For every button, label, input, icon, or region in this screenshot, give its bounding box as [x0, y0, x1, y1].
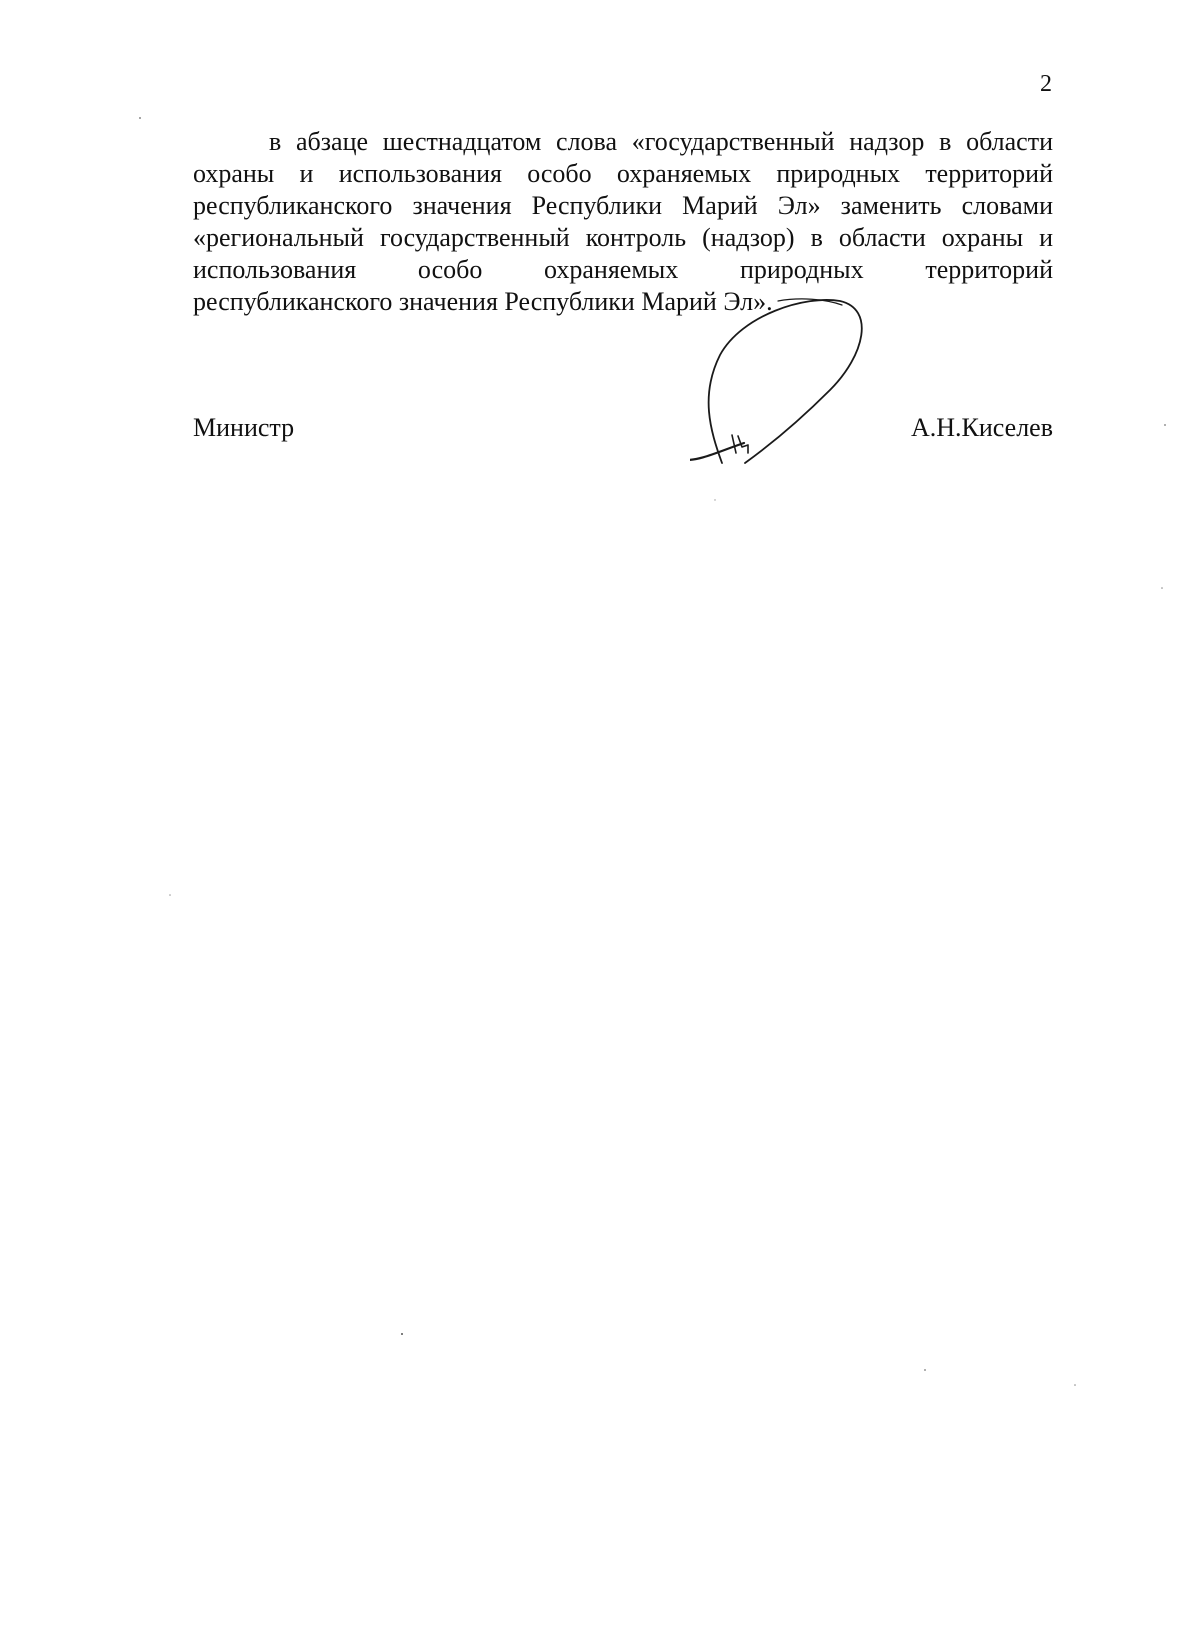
paragraph-line: республиканского значения Республики Марий Эл» заменить словами	[193, 191, 1053, 220]
paragraph-line: «региональный государственный контроль (надзор) в области охраны и	[193, 223, 1053, 252]
paragraph-line: использования особо охраняемых природных территорий	[193, 255, 1053, 284]
paragraph-line: в абзаце шестнадцатом слова «государственный надзор в области	[269, 127, 1053, 156]
handwritten-signature	[690, 295, 910, 495]
signer-position: Министр	[193, 413, 295, 442]
signature-block	[193, 412, 1053, 446]
amendment-paragraph	[193, 126, 1053, 318]
paragraph-line: республиканского значения Республики Марий Эл».	[193, 287, 773, 316]
signer-name: А.Н.Киселев	[911, 413, 1053, 442]
paragraph-line: охраны и использования особо охраняемых природных территорий	[193, 159, 1053, 188]
page-number: 2	[1040, 71, 1052, 97]
signature-loop-stroke	[709, 300, 862, 463]
